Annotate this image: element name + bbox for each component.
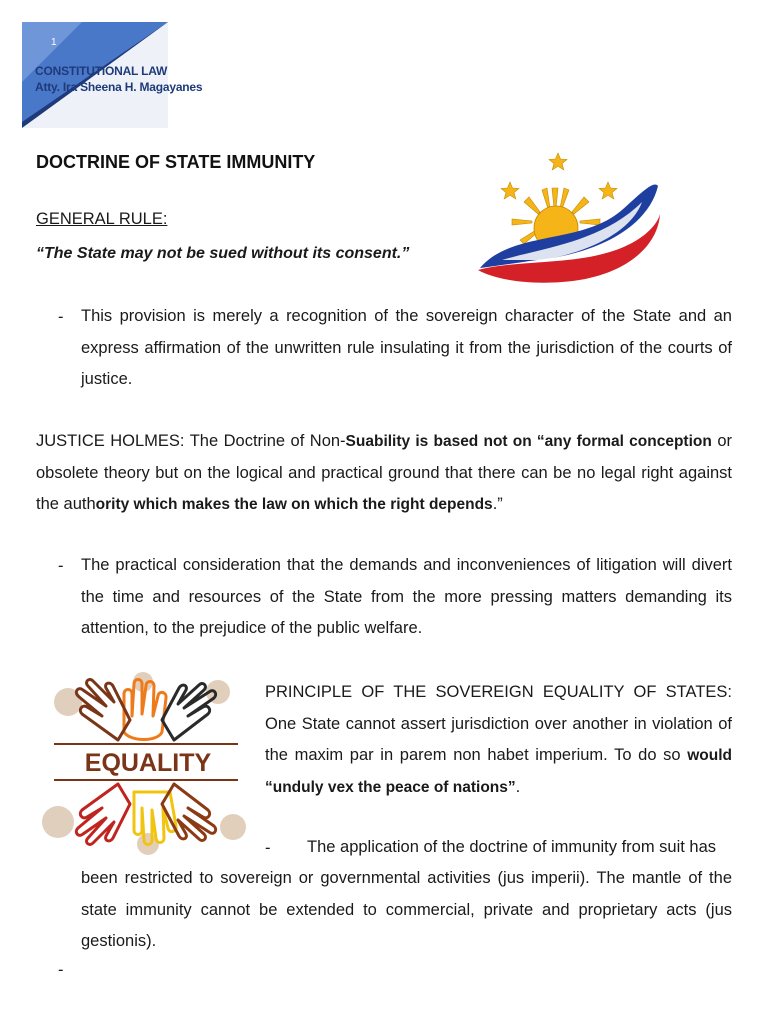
holmes-paragraph <box>36 426 732 521</box>
holmes-bold-1: Suability is based not on “any formal conception <box>345 433 712 450</box>
general-rule-quote: “The State may not be sued without its consent.” <box>36 245 410 262</box>
page-number: 1 <box>51 37 57 48</box>
sovereign-equality-text: PRINCIPLE OF THE SOVEREIGN EQUALITY OF STATES: One State cannot assert jurisdiction over another in violation of the maxim par in parem non habet imperium. To do so <box>265 683 732 764</box>
trailing-dash: - <box>58 961 64 979</box>
bullet-paragraph: This provision is merely a recognition of the sovereign character of the State and an express affirmation of the unwritten rule insulating it from the jurisdiction of the courts of justice. <box>81 307 732 388</box>
equality-word: EQUALITY <box>84 749 212 777</box>
bullet-dash: - <box>58 308 64 326</box>
philippine-sun-logo <box>472 150 662 300</box>
bullet-paragraph: The practical consideration that the demands and inconveniences of litigation will divert the time and resources of the State from the more pressing matters demanding its attention, to the prejudice of the public welfare. <box>81 556 732 637</box>
bullet-first-line: The application of the doctrine of immunity from suit has <box>307 838 717 856</box>
sovereign-equality-end: . <box>515 777 521 796</box>
document-title: DOCTRINE OF STATE IMMUNITY <box>36 152 316 172</box>
bullet-dash: - <box>265 839 271 857</box>
sovereign-equality-bold: would “unduly vex the peace of nations” <box>265 747 732 796</box>
bullet-paragraph: been restricted to sovereign or governmental activities (jus imperii). The mantle of the state immunity cannot be extended to commercial, private and proprietary acts (jus gestionis). <box>81 869 732 950</box>
holmes-middle: or obsolete theory but on the logical and practical ground that there can be no legal right against the auth <box>36 432 732 513</box>
sovereign-equality-paragraph <box>265 677 732 803</box>
equality-image <box>38 662 252 860</box>
bullet-dash: - <box>58 557 64 575</box>
holmes-end: .” <box>492 495 503 513</box>
general-rule-label: GENERAL RULE: <box>36 210 168 228</box>
holmes-lead: JUSTICE HOLMES: The Doctrine of Non- <box>36 432 346 450</box>
holmes-bold-2: ority which makes the law on which the right depends <box>95 496 493 513</box>
author-name: Atty. Ira Sheena H. Magayanes <box>35 80 203 94</box>
course-title: CONSTITUTIONAL LAW <box>35 64 168 78</box>
